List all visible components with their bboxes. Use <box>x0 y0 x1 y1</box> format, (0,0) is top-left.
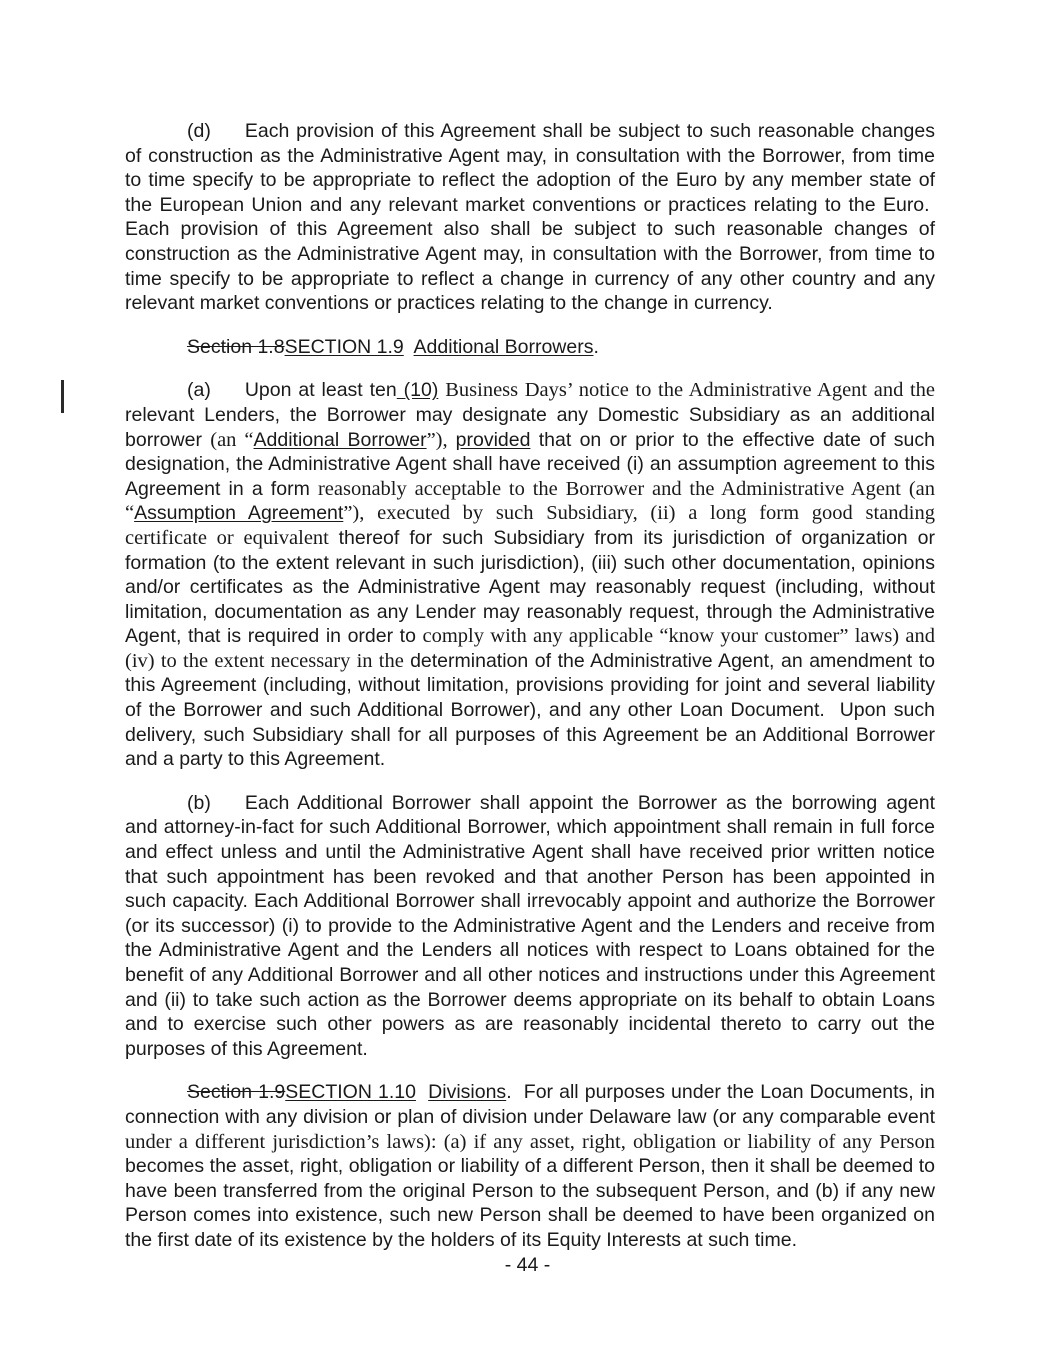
text-run: that on or prior to the effective date of such designation, the Administrative Agent shall have received (i) an assumption agreement to this Agreement in a form <box>125 428 935 500</box>
text-run: Section 1.8 <box>187 335 285 358</box>
heading-section-1-9-additional-borrowers <box>125 335 935 360</box>
paragraph-a <box>125 378 935 772</box>
text-run: reasonably acceptable to the Borrower and the Administrative Agent (an “ <box>125 477 935 525</box>
page-number: - 44 - <box>504 1254 551 1276</box>
text-run: relevant Lenders, the Borrower may designate any Domestic Subsidiary as an additional borrower <box>125 403 935 451</box>
text-run: comply with any applicable “know your customer” laws) and (iv) to the extent necessary in the <box>125 625 935 672</box>
text-run: Business Days’ notice to the Administrative Agent and the <box>445 379 935 402</box>
text-run: Each Additional Borrower shall appoint the Borrower as the borrowing agent and attorney-in-fact for such Additional Borrower, which appointment shall remain in full force and effect unless and until the Administrative Agent shall have received prior written notice that such appointment has been revoked and that another Person has been appointed in such capacity. Each Additional Borrower shall irrevocably appoint and authorize the Borrower (or its successor) (i) to provide to the Administrative Agent and the Lenders and receive from the Administrative Agent and the Lenders all notices with respect to Loans obtained for the benefit of any Additional Borrower and all other notices and instructions under this Agreement and (ii) to take such action as the Borrower deems appropriate on its behalf to obtain Loans and to exercise such other powers as are reasonably incidental thereto to carry out the purposes of this Agreement. <box>125 791 935 1060</box>
text-run: (b) <box>187 791 211 814</box>
text-run: Assumption Agreement <box>134 502 344 525</box>
text-run <box>404 336 414 358</box>
text-run: Upon at least ten <box>244 379 397 402</box>
text-run: Divisions <box>428 1081 507 1104</box>
paragraph-b <box>125 791 935 1062</box>
document-content <box>125 119 935 1272</box>
text-run: (10) <box>396 379 439 402</box>
text-run <box>416 1081 428 1103</box>
text-run: Each provision of this Agreement shall be subject to such reasonable changes of construction as the Administrative Agent may, in consultation with the Borrower, from time to time specify to be appropriate to reflect the adoption of the Euro by any member state of the European Union and any relevant market conventions or practices relating to the Euro. Each provision of this Agreement also shall be subject to such reasonable changes of construction as the Administrative Agent may, in consultation with the Borrower, from time to time specify to be appropriate to reflect a change in currency of any other country and any relevant market conventions or practices relating to the change in currency. <box>125 120 935 315</box>
text-run: SECTION 1.10 <box>285 1081 416 1104</box>
text-run: Additional Borrowers <box>413 335 594 358</box>
text-run: Additional Borrower <box>253 428 427 451</box>
paragraph-section-1-10-divisions <box>125 1080 935 1252</box>
text-run: . <box>593 335 599 358</box>
text-run: . For all purposes under the Loan Documents, in connection with any division or plan of division under Delaware law (or any comparable event <box>125 1081 935 1128</box>
text-run: ”), executed by such Subsidiary, (ii) a long form good standing certificate or equivalent <box>125 502 935 549</box>
text-run: thereof for such Subsidiary from its jurisdiction of organization or formation (to the extent relevant in such jurisdiction), (iii) such other documentation, opinions and/or certificates as the Administrative Agent may reasonably request (including, without limitation, documentation as any Lender may reasonably request, through the Administrative Agent, that is required in order to <box>125 526 935 648</box>
text-run: (d) <box>187 120 211 142</box>
text-run: determination of the Administrative Agent, an amendment to this Agreement (including, without limitation, provisions providing for joint and several liability of the Borrower and such Additional Borrower), and any other Loan Document. Upon such delivery, such Subsidiary shall for all purposes of this Agreement be an Additional Borrower and a party to this Agreement. <box>125 649 935 771</box>
text-run: provided <box>455 428 531 451</box>
text-run: under a different jurisdiction’s laws): (a) if any asset, right, obligation or liability of any Person <box>125 1130 935 1153</box>
text-run: (a) <box>187 379 211 402</box>
text-run: SECTION 1.9 <box>284 335 404 358</box>
text-run: becomes the asset, right, obligation or liability of a different Person, then it shall be deemed to have been transferred from the original Person to the subsequent Person, and (b) if any new Person comes into existence, such new Person shall be deemed to have been organized on the first date of its existence by the holders of its Equity Interests at such time. <box>125 1155 935 1251</box>
revision-change-bar <box>61 380 64 413</box>
text-run: Section 1.9 <box>187 1081 286 1104</box>
paragraph-d <box>125 119 935 316</box>
text-run: (an “ <box>210 428 254 451</box>
text-run: ”), <box>426 428 456 451</box>
